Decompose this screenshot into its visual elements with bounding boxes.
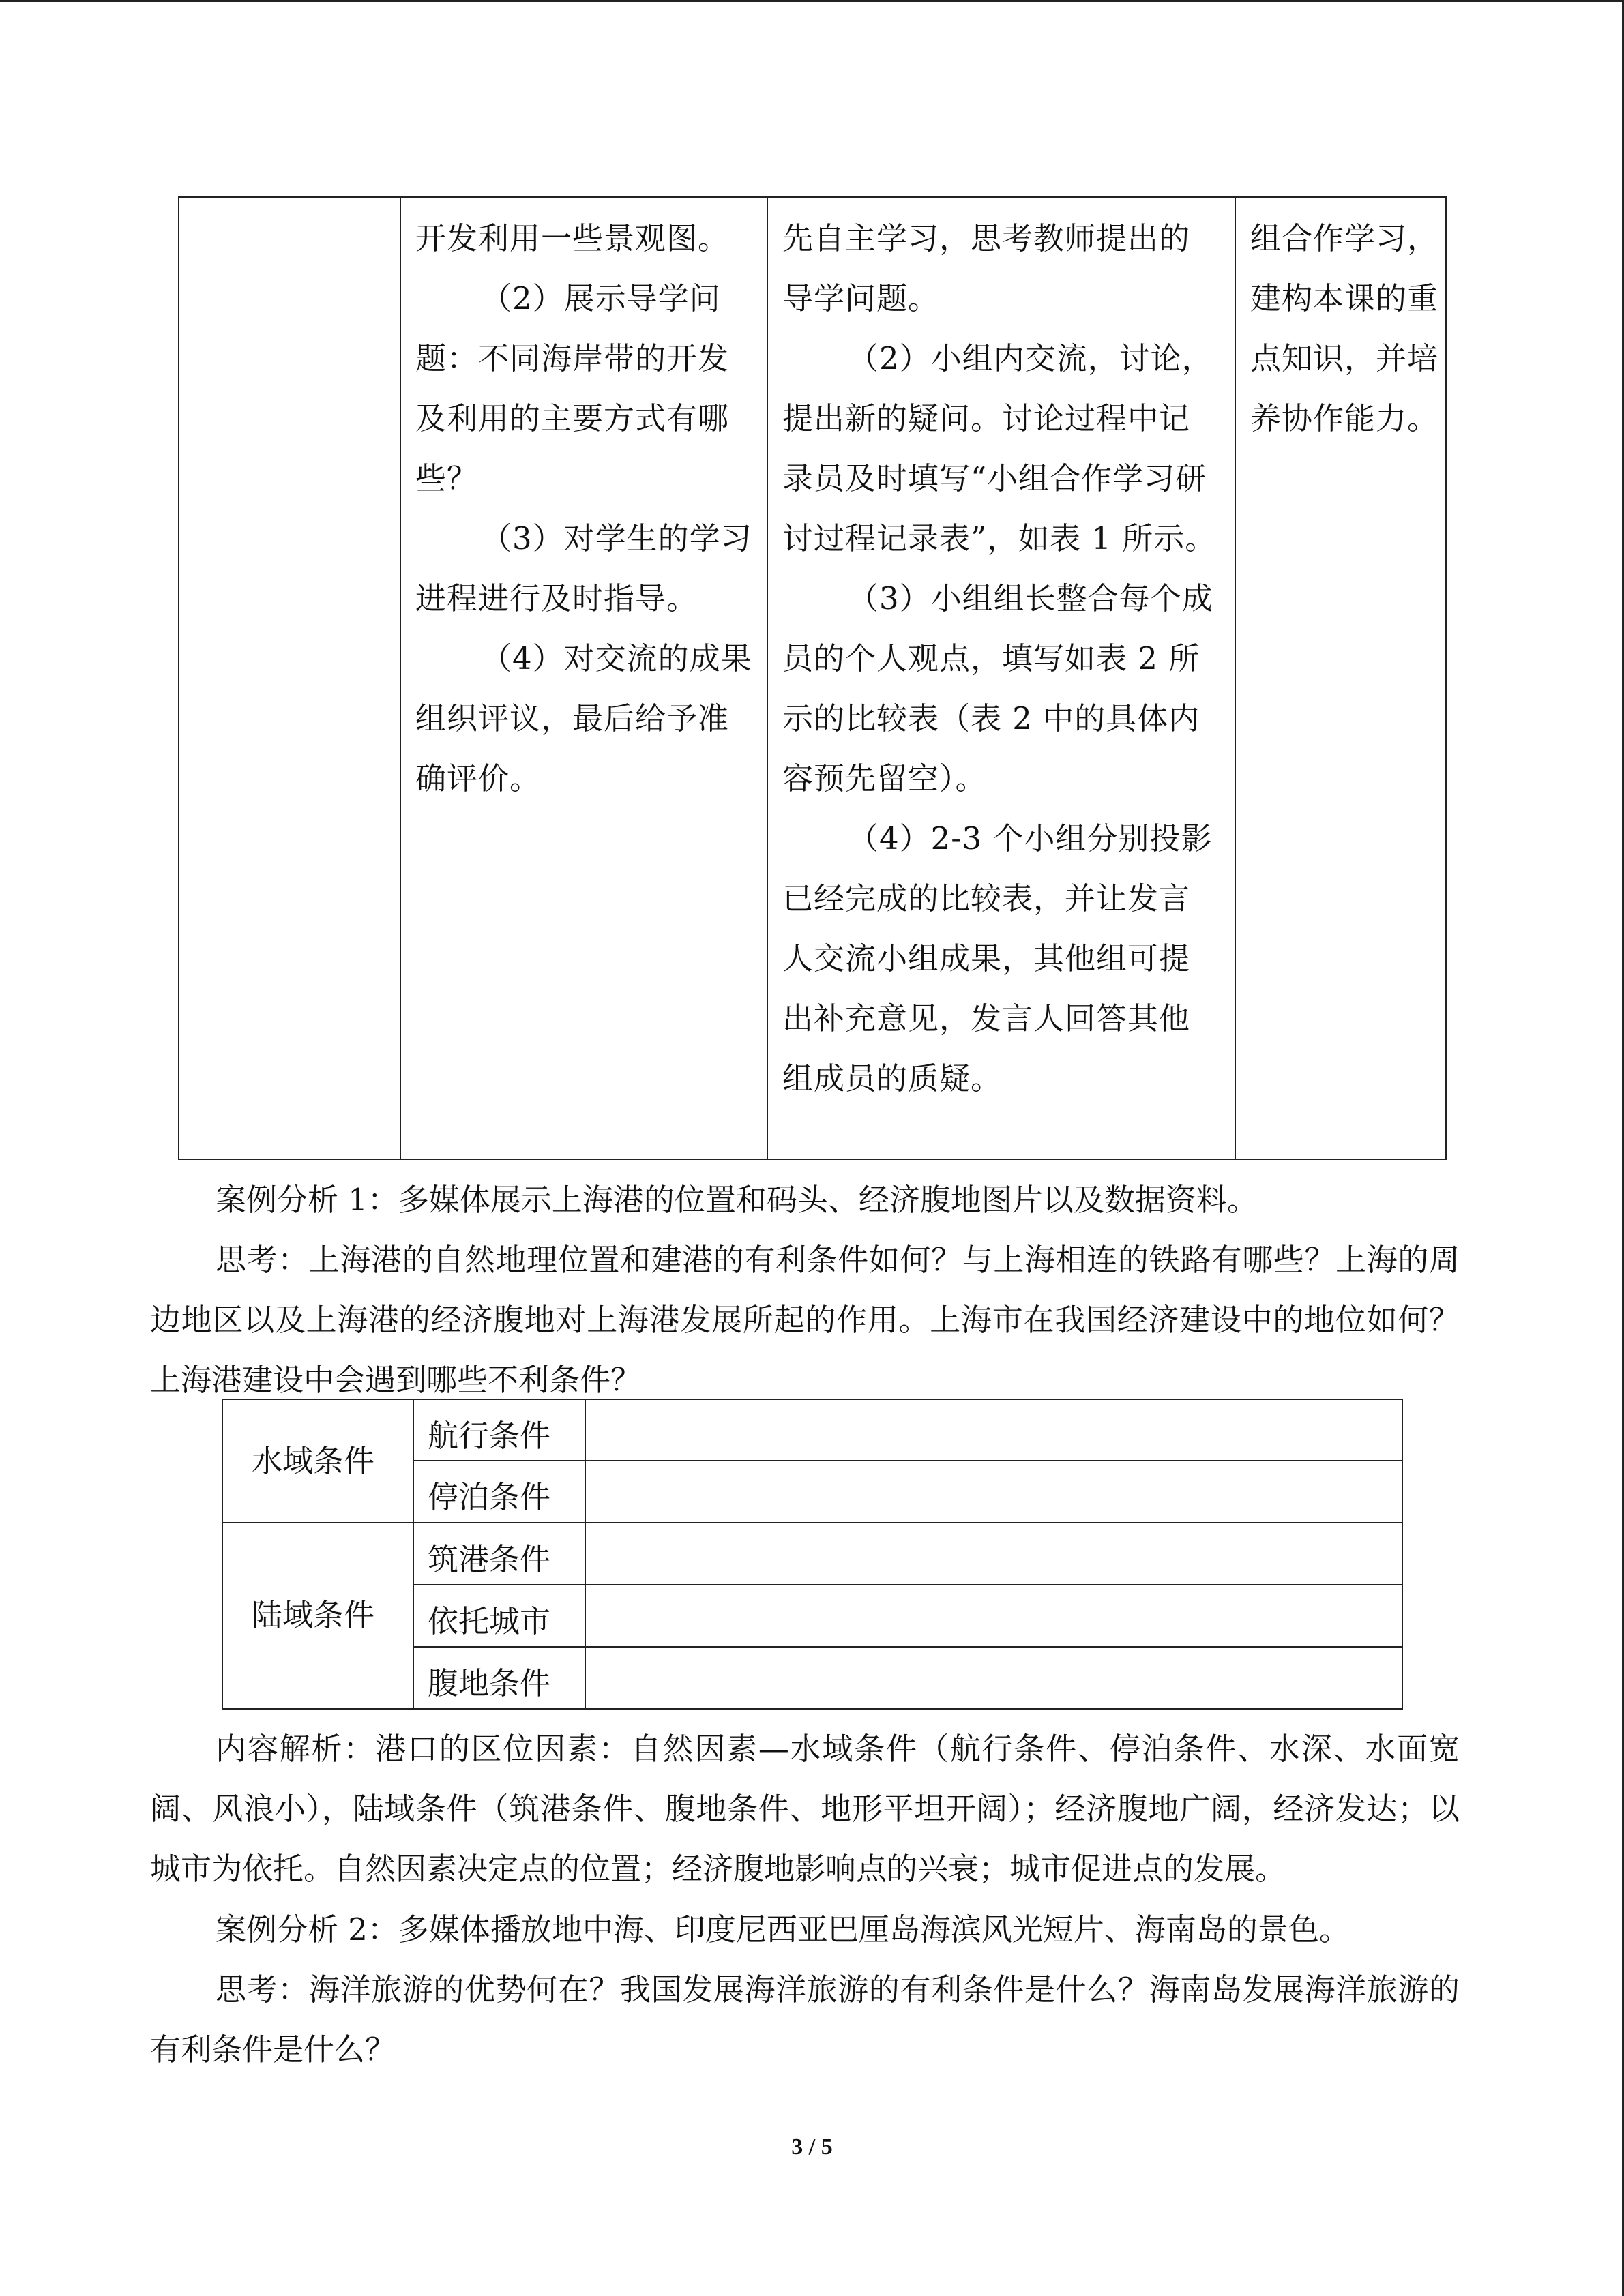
table2-group-line [223,1522,1402,1523]
table1-cell-teacher-activity [415,209,756,809]
case1-analysis: 案例分析 1：多媒体展示上海港的位置和码头、经济腹地图片以及数据资料。 [216,1182,1258,1218]
table1-column-divider-1 [400,198,401,1159]
table1-paragraph: （2）展示导学问题：不同海岸带的开发及利用的主要方式有哪些？ [415,280,730,496]
table2-item-berthing: 停泊条件 [428,1479,551,1515]
page-number: 3 / 5 [791,2134,833,2160]
table1-column-divider-2 [767,198,768,1159]
table2-item-navigation: 航行条件 [428,1418,551,1454]
table1-paragraph: （2）小组内交流，讨论，提出新的疑问。讨论过程中记录员及时填写“小组合作学习研讨过程记录表”，如表 1 所示。 [782,340,1217,556]
table1-cell-design-intent [1250,209,1438,449]
table2-row-line-1 [413,1460,1402,1461]
port-conditions-table [222,1399,1403,1710]
table2-row-line-4 [413,1646,1402,1648]
table2-divider-label [413,1400,414,1708]
table2-item-city: 依托城市 [428,1603,551,1639]
table2-row-line-3 [413,1584,1402,1585]
table2-divider-item [585,1400,586,1708]
table1-cell-student-activity [782,209,1219,1109]
case2-question: 思考：海洋旅游的优势何在？我国发展海洋旅游的有利条件是什么？海南岛发展海洋旅游的有利条件是什么？ [150,1971,1460,2068]
table2-group-label-water: 水域条件 [252,1443,375,1479]
case2-analysis: 案例分析 2：多媒体播放地中海、印度尼西亚巴厘岛海滨风光短片、海南岛的景色。 [216,1911,1350,1948]
table2-item-construction: 筑港条件 [428,1541,551,1577]
case1-question: 思考：上海港的自然地理位置和建港的有利条件如何？与上海相连的铁路有哪些？上海的周边地区以及上海港的经济腹地对上海港发展所起的作用。上海市在我国经济建设中的地位如何？上海港建设中会遇到哪些不利条件？ [150,1242,1460,1398]
table1-paragraph: 先自主学习，思考教师提出的导学问题。 [782,220,1191,316]
table1-paragraph: （4）对交流的成果组织评议，最后给予准确评价。 [415,640,752,796]
table1-paragraph: 组合作学习，建构本课的重点知识，并培养协作能力。 [1250,220,1439,436]
page-top-border [0,0,1624,2]
table1-paragraph: （3）对学生的学习进程进行及时指导。 [415,520,752,616]
table2-group-label-land: 陆域条件 [252,1597,375,1633]
table1-paragraph: （4）2-3 个小组分别投影已经完成的比较表，并让发言人交流小组成果，其他组可提出补充意见，发言人回答其他组成员的质疑。 [782,820,1213,1097]
table1-column-divider-3 [1235,198,1236,1159]
table1-paragraph: （3）小组组长整合每个成员的个人观点，填写如表 2 所示的比较表（表 2 中的具体内容预先留空）。 [782,580,1213,796]
content-analysis: 内容解析：港口的区位因素：自然因素—水域条件（航行条件、停泊条件、水深、水面宽阔、风浪小），陆域条件（筑港条件、腹地条件、地形平坦开阔）；经济腹地广阔，经济发达；以城市为依托。自然因素决定点的位置；经济腹地影响点的兴衰；城市促进点的发展。 [150,1731,1460,1887]
teaching-process-table [178,196,1447,1160]
table1-paragraph: 开发利用一些景观图。 [415,220,730,256]
table2-item-hinterland: 腹地条件 [428,1665,551,1701]
